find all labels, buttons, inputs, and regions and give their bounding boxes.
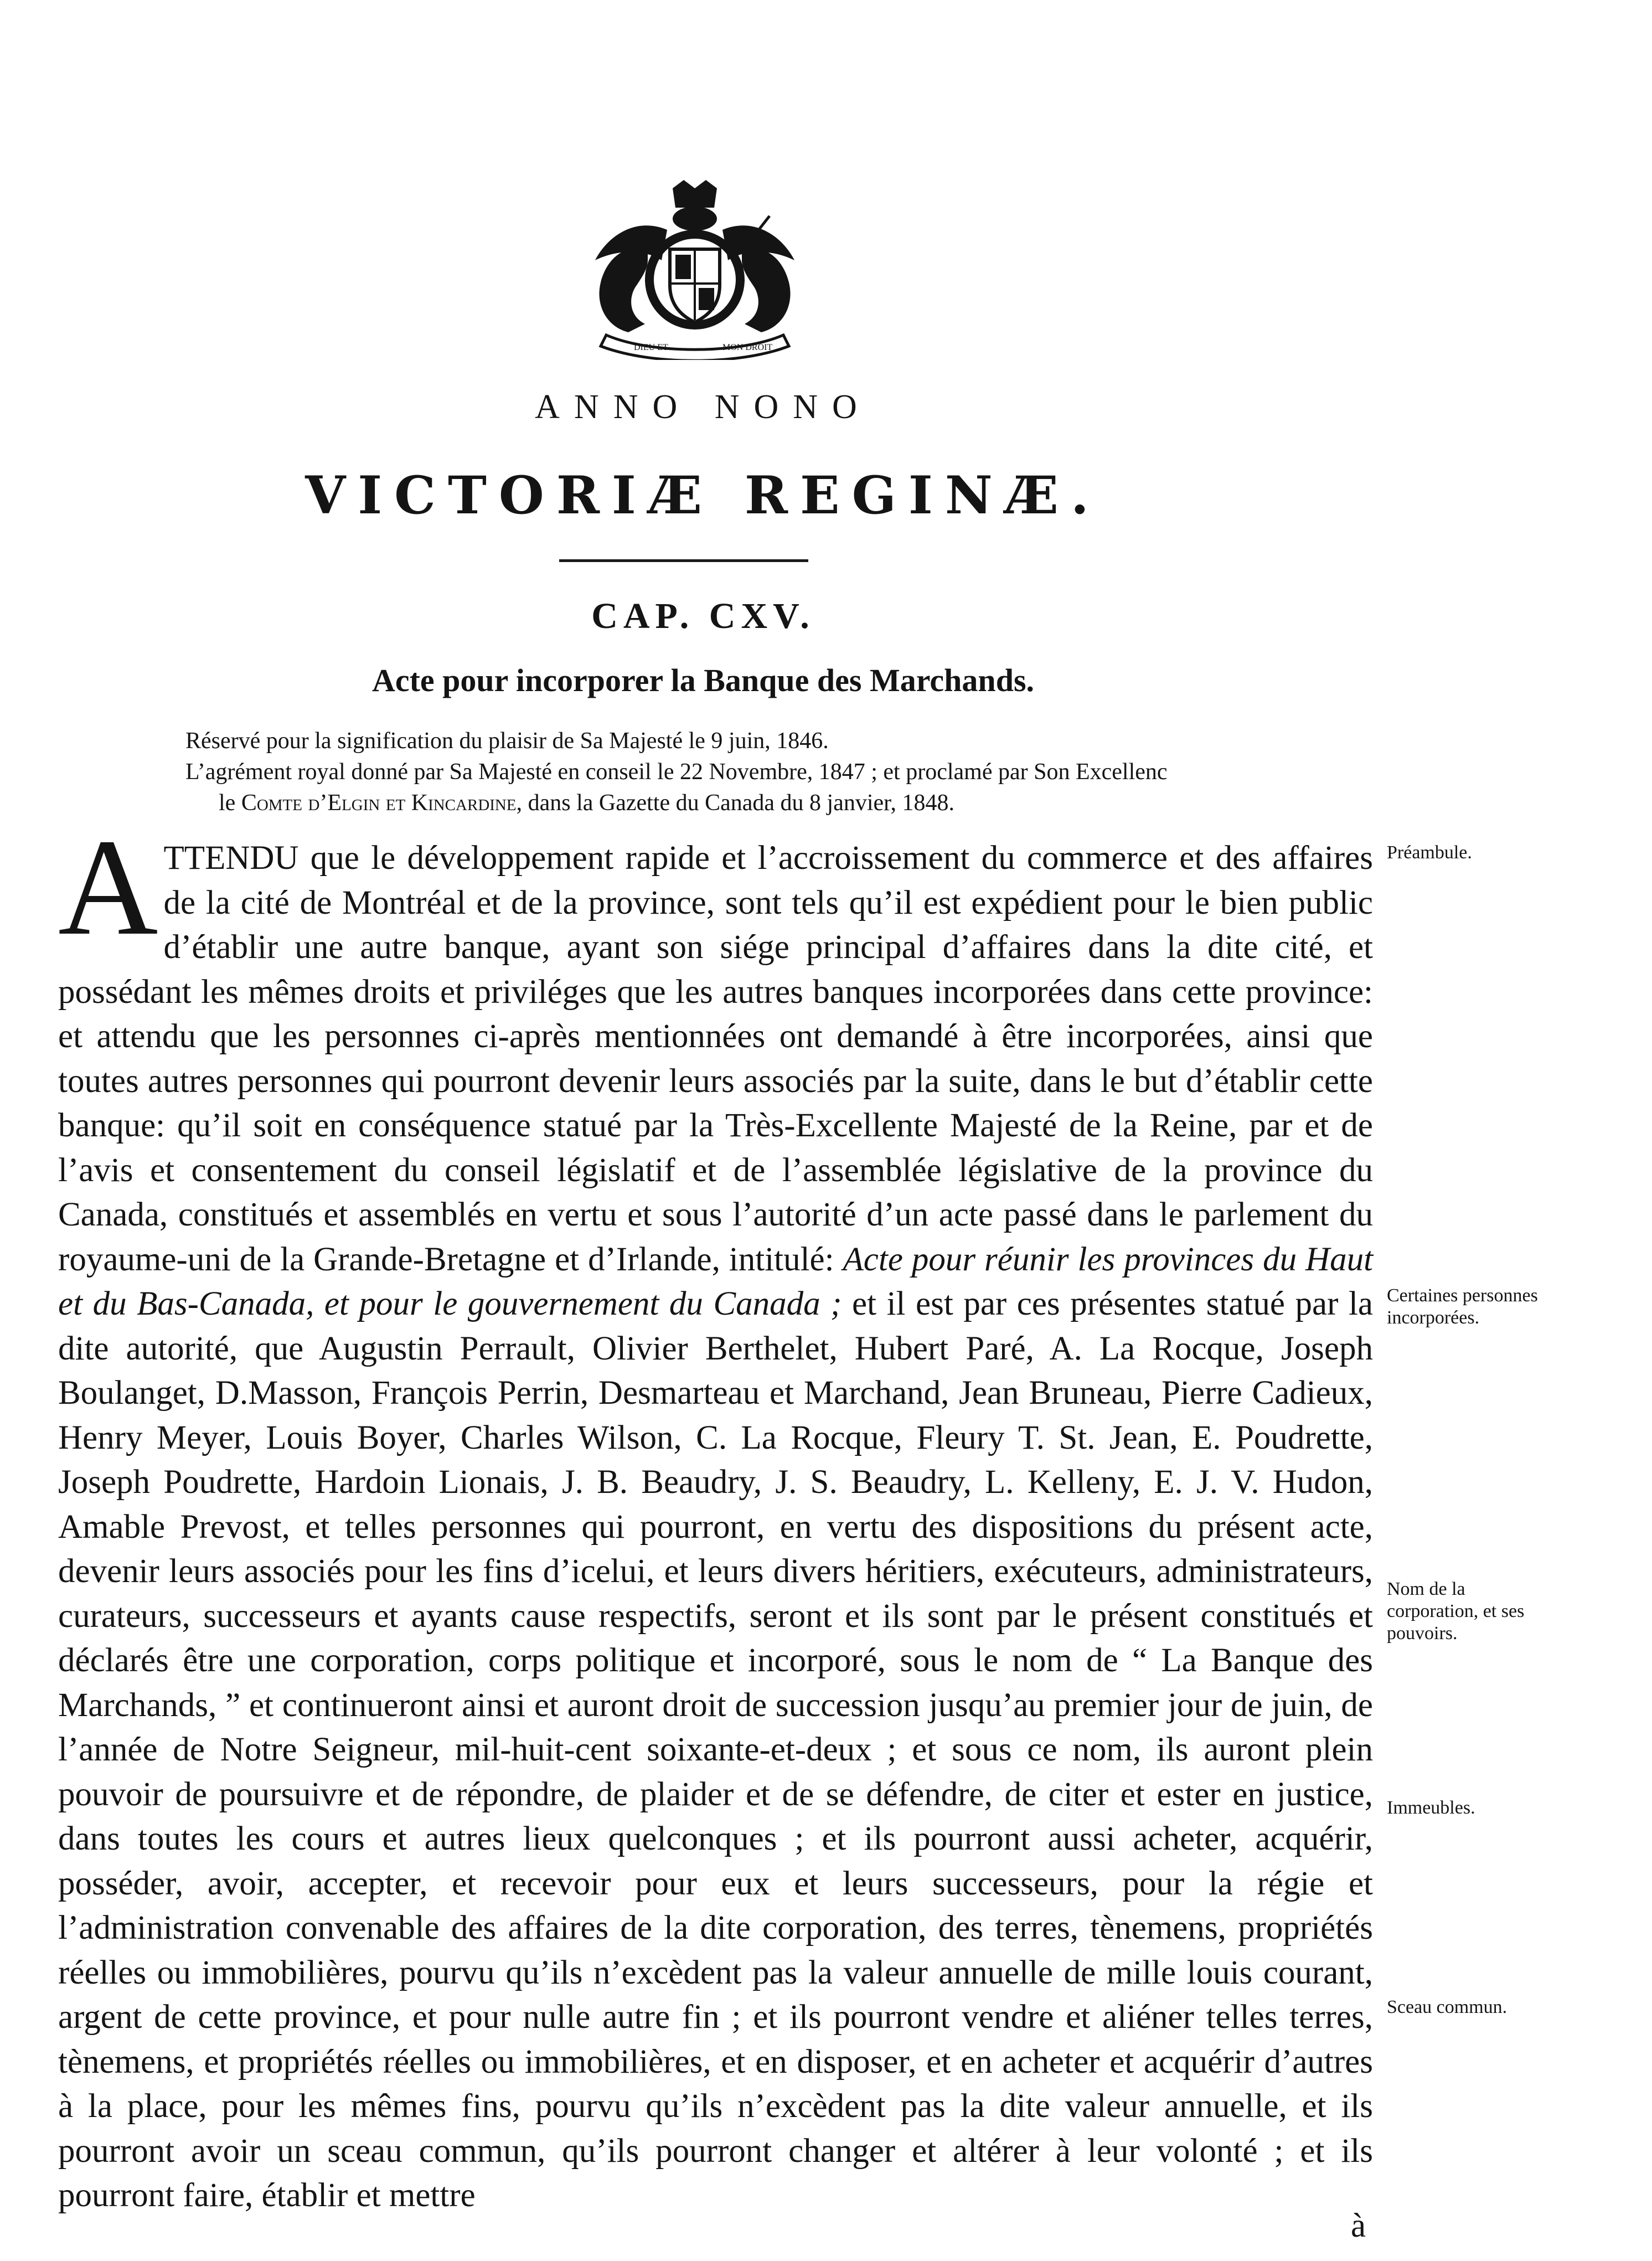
body-part-1: TTENDU que le développement rapide et l’accroissement du commerce et des affaires de la cité de Montréal et de la province, sont tels qu’il est expédient pour le bien public d’établir une autre banque, ayant son siége principal d’affaires dans la dite cité, et possédant les mêmes droits et priviléges que les autres banques incorporées dans cette province: et attendu que les personnes ci-après mentionnées ont demandé à être incorporées, ainsi que toutes autres personnes qui pourront devenir leurs associés par la suite, dans le but d’établir cette banque: qu’il soit en conséquence statué par la Très-Excellente Majesté de la Reine, par et de l’avis et consentement du conseil législatif et de l’assemblée législative de la province du Canada, constitués et assemblés en vertu et sous l’autorité d’un acte passé dans le parlement du royaume-uni de la Grande-Bretagne et d’Irlande, intitulé: (58, 839, 1373, 1278)
reserved-note: Réservé pour la signification du plaisir de Sa Majesté le 9 juin, 1846. (185, 728, 829, 754)
body-italic-title: Acte pour réunir les provinces du Haut et du Bas-Canada, et pour le gouvernement du Canada ; (58, 1240, 1374, 1322)
proclamation-note (185, 787, 1459, 818)
assent-note: L’agrément royal donné par Sa Majesté en conseil le 22 Novembre, 1847 ; et proclamé par Son Excellenc (185, 759, 1168, 785)
body-part-2: et il est par ces présentes statué par la dite autorité, que Augustin Perrault, Olivier Berthelet, Hubert Paré, A. La Rocque, Joseph Boulanget, D.Masson, François Perrin, Desmarteau et Marchand, Jean Bruneau, Pierre Cadieux, Henry Meyer, Louis Boyer, Charles Wilson, C. La Rocque, Fleury T. St. Jean, E. Poudrette, Joseph Poudrette, Hardoin Lionais, J. B. Beaudry, J. S. Beaudry, L. Kelleny, E. J. V. Hudon, Amable Prevost, et telles personnes qui pourront, en vertu des dispositions du présent acte, devenir leurs associés pour les fins d’icelui, et leurs divers héritiers, exécuteurs, administrateurs, curateurs, successeurs et ayants cause respectifs, seront et ils sont par le présent constitués et déclarés être une corporation, corps politique et incorporé, sous le nom de “ La Banque des Marchands, ” et continueront ainsi et auront droit de succession jusqu’au premier jour de juin, de l’année de Notre Seigneur, mil-huit-cent soixante-et-deux ; et sous ce nom, ils auront plein pouvoir de poursuivre et de répondre, de plaider et de se défendre, de citer et ester en justice, dans toutes les cours et autres lieux quelconques ; et ils pourront aussi acheter, acquérir, posséder, avoir, accepter, et recevoir pour eux et leurs successeurs, pour la régie et l’administration convenable des affaires de la dite corporation, des terres, tènemens, propriétés réelles ou immobilières, pourvu qu’ils n’excèdent pas la valeur annuelle de mille louis courant, argent de cette province, et pour nulle autre fin ; et ils pourront vendre et aliéner telles terres, tènemens, et propriétés réelles ou immobilières, et en disposer, et en acheter et acquérir d’autres à la place, pour les mêmes fins, pourvu qu’ils n’excèdent pas la dite valeur annuelle, et ils pourront avoir un sceau commun, qu’ils pourront changer et altérer à leur volonté ; et ils pourront faire, établir et mettre (58, 1285, 1373, 2214)
margin-note-certaines: Certaines personnes incorporées. (1387, 1285, 1538, 1328)
lion-supporter-icon (599, 248, 648, 332)
crest-lion-icon (673, 207, 717, 231)
victoriae-heading: VICTORIÆ REGINÆ. (305, 465, 1101, 526)
crown-icon (673, 180, 717, 208)
governor-name: Comte d’Elgin et Kincardine (241, 790, 517, 816)
act-body (58, 811, 1374, 2218)
royal-assent-notes (185, 725, 1459, 818)
anno-heading: ANNO NONO (535, 388, 871, 426)
motto-left: DIEU ET (634, 343, 668, 352)
act-title: Acte pour incorporer la Banque des Marchands. (371, 662, 1035, 698)
drop-cap: A (58, 811, 158, 964)
chapter-number: CAP. CXV. (591, 596, 815, 636)
divider-rule (559, 559, 808, 562)
royal-coat-of-arms (523, 177, 866, 360)
margin-note-immeubles: Immeubles. (1387, 1798, 1475, 1818)
margin-note-preamble: Préambule. (1387, 842, 1472, 863)
margin-note-nom: Nom de la corporation, et ses pouvoirs. (1387, 1579, 1525, 1644)
proclamation-note-pre: le (219, 790, 241, 816)
catchword: à (1351, 2207, 1366, 2244)
unicorn-supporter-icon (742, 248, 791, 332)
margin-note-sceau: Sceau commun. (1387, 1997, 1508, 2017)
proclamation-note-post: , dans la Gazette du Canada du 8 janvier, 1848. (516, 790, 954, 816)
motto-right: MON DROIT (722, 343, 773, 352)
